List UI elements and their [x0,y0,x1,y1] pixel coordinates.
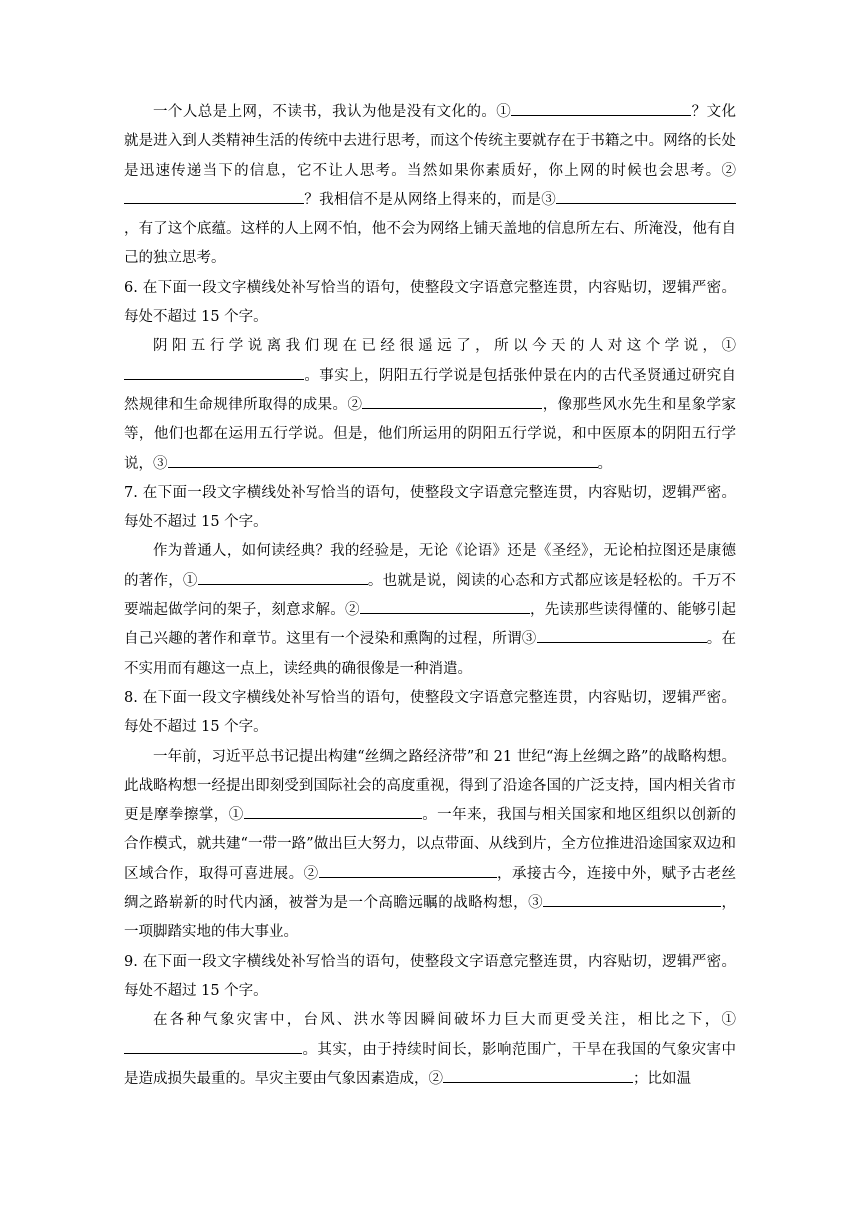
answer-blank-1[interactable] [511,101,691,116]
answer-blank-2[interactable] [319,863,497,878]
answer-blank-2[interactable] [124,189,304,204]
question-7-paragraph: 作为普通人，如何读经典？我的经验是，无论《论语》还是《圣经》，无论柏拉图还是康德的著作，① 。也就是说，阅读的心态和方式都应该是轻松的。千万不要端起做学问的架子，刻意求解。② ，先读那些读得懂的、能够引起自己兴趣的著作和章节。这里有一个浸染和熏陶的过程，所谓③ 。在不实用而有趣这一点上，读经典的确很像是一种消遣。 [124,543,737,677]
question-8-paragraph: 一年前，习近平总书记提出构建“丝绸之路经济带”和 21 世纪“海上丝绸之路”的战略构想。此战略构想一经提出即刻受到国际社会的高度重视，得到了沿途各国的广泛支持，国内相关省市更是摩拳擦掌，① 。一年来，我国与相关国家和地区组织以创新的合作模式，就共建“一带一路”做出巨大努力，以点带面、从线到片，全方位推进沿途国家双边和区域合作，取得可喜进展。② ，承接古今，连接中外，赋予古老丝绸之路崭新的时代内涵，被誉为是一个高瞻远瞩的战略构想，③ ，一项脚踏实地的伟大事业。 [124,748,737,941]
answer-blank-1[interactable] [124,365,304,380]
answer-blank-3[interactable] [537,629,707,644]
answer-blank-1[interactable] [244,804,422,819]
question-6-prompt: 6. 在下面一段文字横线处补写恰当的语句，使整段文字语意完整连贯，内容贴切，逻辑严密。每处不超过 15 个字。 [124,279,736,326]
answer-blank-1[interactable] [124,1039,302,1054]
answer-blank-1[interactable] [198,570,368,585]
answer-blank-2[interactable] [362,394,542,409]
document-body [124,98,736,1094]
answer-blank-2[interactable] [360,599,530,614]
question-6-paragraph: 阴阳五行学说离我们现在已经很遥远了，所以今天的人对这个学说，①。事实上，阴阳五行学说是包括张仲景在内的古代圣贤通过研究自然规律和生命规律所取得的成果。② ，像那些风水先生和星象学家等，他们也都在运用五行学说。但是，他们所运用的阴阳五行学说，和中医原本的阴阳五行学说，③ 。 [124,338,736,472]
question-9-paragraph: 在各种气象灾害中，台风、洪水等因瞬间破坏力巨大而更受关注，相比之下，①。其实，由于持续时间长，影响范围广，干旱在我国的气象灾害中是造成损失最重的。旱灾主要由气象因素造成，② ；比如温 [124,1012,736,1087]
answer-blank-3[interactable] [556,189,736,204]
question-8-prompt: 8. 在下面一段文字横线处补写恰当的语句，使整段文字语意完整连贯，内容贴切，逻辑严密。每处不超过 15 个字。 [124,689,736,736]
answer-blank-2[interactable] [443,1068,633,1083]
passage-5-paragraph: 一个人总是上网，不读书，我认为他是没有文化的。① ？文化就是进入到人类精神生活的传统中去进行思考，而这个传统主要就存在于书籍之中。网络的长处是迅速传递当下的信息，它不让人思考。当然如果你素质好，你上网的时候也会思考。②？我相信不是从网络上得来的，而是③，有了这个底蕴。这样的人上网不怕，他不会为网络上铺天盖地的信息所左右、所淹没，他有自己的独立思考。 [124,98,736,274]
answer-blank-3[interactable] [168,453,598,468]
question-7-prompt: 7. 在下面一段文字横线处补写恰当的语句，使整段文字语意完整连贯，内容贴切，逻辑严密。每处不超过 15 个字。 [124,484,736,531]
question-9-prompt: 9. 在下面一段文字横线处补写恰当的语句，使整段文字语意完整连贯，内容贴切，逻辑严密。每处不超过 15 个字。 [124,953,736,999]
answer-blank-3[interactable] [543,892,721,907]
